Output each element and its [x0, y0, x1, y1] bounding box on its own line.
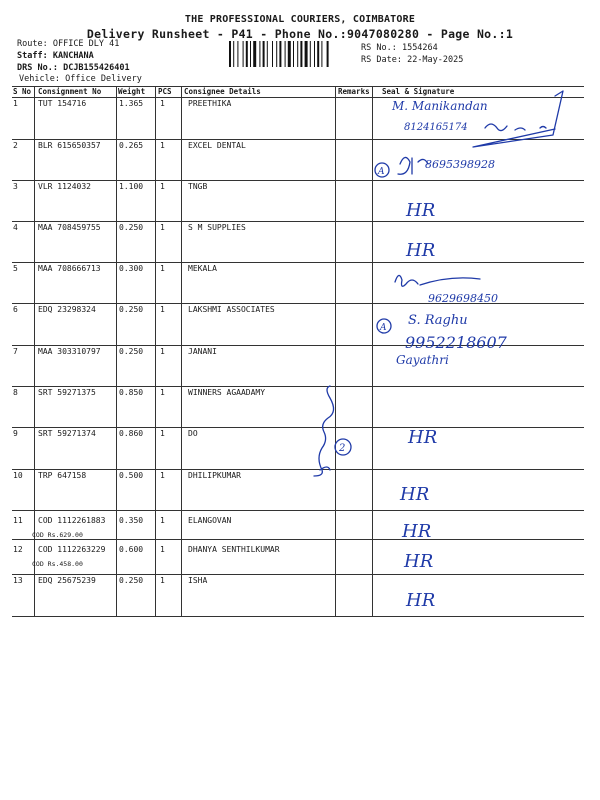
row-consignee: JANANI: [188, 347, 217, 356]
row-weight: 0.600: [119, 545, 144, 554]
rs-date-label: RS Date:: [361, 55, 402, 65]
row-consignee: WINNERS AGAADAMY: [188, 388, 266, 397]
row-sno: 11: [13, 516, 23, 525]
row-pcs: 1: [160, 223, 165, 232]
signature-row-12: HR: [404, 551, 434, 572]
col-header-weight: Weight: [118, 87, 146, 96]
rs-date-value: 22-May-2025: [407, 55, 464, 65]
row-pcs: 1: [160, 576, 165, 585]
company-title: THE PROFESSIONAL COURIERS, COIMBATORE: [184, 14, 416, 25]
table-row: [12, 470, 584, 511]
row-weight: 0.850: [119, 388, 144, 397]
row-pcs: 1: [160, 99, 165, 108]
runsheet-table: [12, 86, 584, 620]
row-sno: 13: [13, 576, 23, 585]
signature-row-4: HR: [406, 240, 436, 261]
barcode-image: [229, 41, 353, 67]
row-weight: 1.365: [119, 99, 144, 108]
row-consignment-no: COD 1112263229: [38, 545, 106, 554]
signature-row-1-phone: 8124165174: [404, 122, 468, 133]
drs-label: DRS No.:: [17, 63, 58, 73]
row-consignment-no: MAA 303310797: [38, 347, 101, 356]
row-consignee: ISHA: [188, 576, 208, 585]
rs-no-value: 1554264: [401, 43, 438, 53]
row-divider: [12, 616, 584, 617]
rs-no-label: RS No.:: [361, 43, 397, 53]
signature-row-1-name: M. Manikandan: [392, 99, 488, 113]
row-sno: 5: [13, 264, 18, 273]
row-consignment-no: SRT 59271375: [38, 388, 96, 397]
table-row: [12, 181, 584, 222]
signature-row-11: HR: [402, 521, 432, 542]
table-row: [12, 387, 584, 428]
row-consignee: LAKSHMI ASSOCIATES: [188, 305, 275, 314]
row-pcs: 1: [160, 264, 165, 273]
table-row: [12, 140, 584, 181]
row-pcs: 1: [160, 305, 165, 314]
staff-line: [17, 51, 94, 61]
row-sno: 4: [13, 223, 18, 232]
row-sno: 9: [13, 429, 18, 438]
row-weight: 0.250: [119, 305, 144, 314]
row-consignment-no: COD 1112261883: [38, 516, 106, 525]
row-pcs: 1: [160, 388, 165, 397]
row-weight: 0.250: [119, 576, 144, 585]
row-consignee: ELANGOVAN: [188, 516, 232, 525]
row-cod-amount: COD Rs.458.00: [32, 560, 83, 568]
row-consignee: EXCEL DENTAL: [188, 141, 246, 150]
row-pcs: 1: [160, 516, 165, 525]
circle-mark-letter-row-6: A: [380, 323, 387, 333]
signature-row-13: HR: [406, 590, 436, 611]
staff-value: KANCHANA: [52, 51, 94, 61]
row-sno: 1: [13, 99, 18, 108]
rs-no-line: [361, 43, 438, 53]
staff-label: Staff:: [17, 51, 48, 61]
vehicle-label: Vehicle:: [19, 74, 60, 84]
row-consignment-no: MAA 708666713: [38, 264, 101, 273]
row-sno: 2: [13, 141, 18, 150]
row-pcs: 1: [160, 182, 165, 191]
row-weight: 0.500: [119, 471, 144, 480]
col-header-pcs: PCS: [158, 87, 172, 96]
row-consignment-no: MAA 708459755: [38, 223, 101, 232]
row-consignee: PREETHIKA: [188, 99, 232, 108]
drs-line: [17, 63, 130, 73]
col-header-signature: Seal & Signature: [382, 87, 455, 96]
circle-mark-letter-row-2: A: [378, 167, 385, 177]
signature-row-6-name: S. Raghu: [408, 313, 468, 328]
row-weight: 0.250: [119, 223, 144, 232]
table-row: [12, 346, 584, 387]
row-weight: 0.860: [119, 429, 144, 438]
col-header-consignee: Consignee Details: [184, 87, 261, 96]
row-consignee: DHANYA SENTHILKUMAR: [188, 545, 280, 554]
row-weight: 0.265: [119, 141, 144, 150]
row-pcs: 1: [160, 471, 165, 480]
row-consignment-no: EDQ 25675239: [38, 576, 96, 585]
row-consignee: S M SUPPLIES: [188, 223, 246, 232]
row-pcs: 1: [160, 141, 165, 150]
row-sno: 10: [13, 471, 23, 480]
table-row: [12, 263, 584, 304]
row-sno: 6: [13, 305, 18, 314]
signature-row-9: HR: [408, 427, 438, 448]
vehicle-line: [19, 74, 142, 84]
row-consignee: DHILIPKUMAR: [188, 471, 241, 480]
row-weight: 0.250: [119, 347, 144, 356]
signature-row-10: HR: [400, 484, 430, 505]
row-sno: 12: [13, 545, 23, 554]
row-sno: 3: [13, 182, 18, 191]
vehicle-value: Office Delivery: [65, 74, 142, 84]
row-weight: 0.300: [119, 264, 144, 273]
row-weight: 0.350: [119, 516, 144, 525]
route-label: Route:: [17, 39, 48, 49]
table-row: [12, 575, 584, 616]
row-consignee: TNGB: [188, 182, 208, 191]
table-row: [12, 222, 584, 263]
row-sno: 8: [13, 388, 18, 397]
rs-date-line: [361, 55, 463, 65]
row-consignment-no: TRP 647158: [38, 471, 87, 480]
row-pcs: 1: [160, 429, 165, 438]
row-consignment-no: BLR 615650357: [38, 141, 101, 150]
bracket-mark-number: 2: [339, 443, 346, 454]
table-row: [12, 428, 584, 469]
col-header-remarks: Remarks: [338, 87, 370, 96]
row-consignment-no: TUT 154716: [38, 99, 87, 108]
drs-value: DCJB155426401: [63, 63, 130, 73]
row-consignment-no: EDQ 23298324: [38, 305, 96, 314]
table-row: [12, 304, 584, 345]
row-cod-amount: COD Rs.629.00: [32, 531, 83, 539]
row-consignee: DO: [188, 429, 198, 438]
row-consignment-no: SRT 59271374: [38, 429, 96, 438]
signature-row-6-phone: 9952218607: [405, 333, 507, 352]
row-consignment-no: VLR 1124032: [38, 182, 91, 191]
row-consignee: MEKALA: [188, 264, 217, 273]
row-sno: 7: [13, 347, 18, 356]
col-header-consignment: Consignment No: [38, 87, 102, 96]
runsheet-subtitle: Delivery Runsheet - P41 - Phone No.:9047080280 - Page No.:1: [86, 27, 514, 41]
signature-row-7-name: Gayathri: [396, 353, 449, 367]
signature-row-2-phone: 8695398928: [425, 158, 495, 171]
row-pcs: 1: [160, 545, 165, 554]
signature-row-3: HR: [406, 200, 436, 221]
signature-row-5-phone: 9629698450: [428, 292, 498, 305]
route-value: OFFICE DLY 41: [52, 39, 120, 49]
row-pcs: 1: [160, 347, 165, 356]
route-line: [17, 39, 119, 49]
col-header-sno: S No: [13, 87, 32, 96]
row-weight: 1.100: [119, 182, 144, 191]
table-row: [12, 98, 584, 139]
